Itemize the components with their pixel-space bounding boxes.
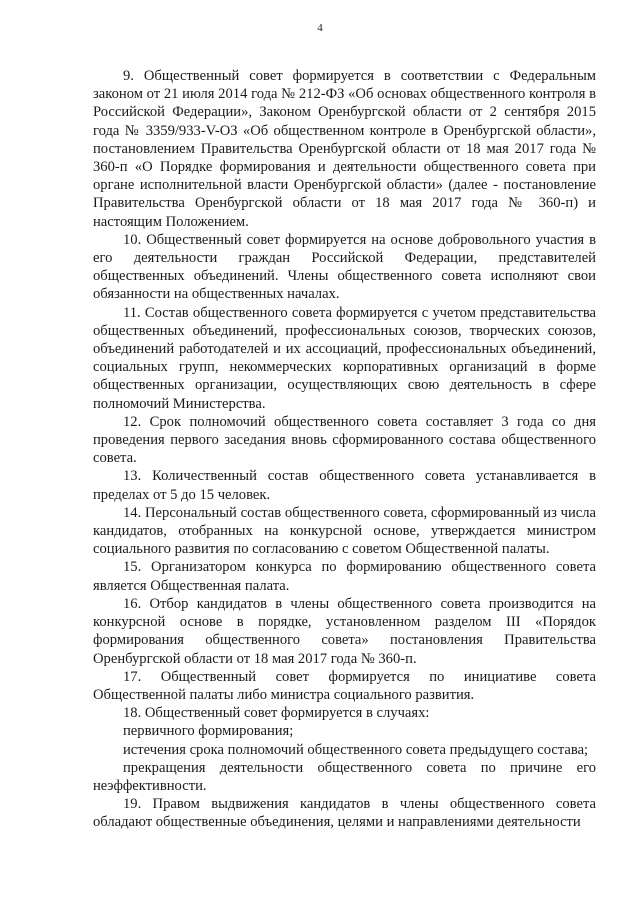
paragraph-16: 16. Отбор кандидатов в члены общественного совета производится на конкурсной основе в порядке, установленном разделом III «Порядок формирования общественного совета» постановления Правительства Оренбургской области от 18 мая 2017 года № 360-п.	[93, 595, 596, 667]
paragraph-14: 14. Персональный состав общественного совета, сформированный из числа кандидатов, отобранных на конкурсной основе, утверждается министром социального развития по согласованию с советом Общественной палаты.	[93, 504, 596, 558]
page-number: 4	[317, 22, 323, 34]
document-body	[93, 67, 596, 832]
case-item-initial: первичного формирования;	[123, 723, 294, 740]
paragraph-13: 13. Количественный состав общественного совета устанавливается в пределах от 5 до 15 человек.	[93, 468, 596, 503]
paragraph-19: 19. Правом выдвижения кандидатов в члены общественного совета обладают общественные объединения, целями и направлениями деятельности	[93, 796, 596, 831]
paragraph-17: 17. Общественный совет формируется по инициативе совета Общественной палаты либо министра социального развития.	[93, 668, 596, 703]
case-item-term-expiry: истечения срока полномочий общественного совета предыдущего состава;	[123, 741, 589, 758]
paragraph-11: 11. Состав общественного совета формируется с учетом представительства общественных объединений, профессиональных союзов, творческих союзов, объединений работодателей и их ассоциаций, профессиональных объединений, социальных групп, некоммерческих корпоративных организаций в форме общественных организации, осуществляющих свою деятельность в сфере полномочий Министерства.	[93, 304, 596, 412]
paragraph-12: 12. Срок полномочий общественного совета составляет 3 года со дня проведения первого заседания вновь сформированного состава общественного совета.	[93, 413, 596, 467]
paragraph-10: 10. Общественный совет формируется на основе добровольного участия в его деятельности граждан Российской Федерации, представителей общественных объединений. Члены общественного совета исполняют свои обязанности на общественных началах.	[93, 231, 596, 303]
paragraph-18: 18. Общественный совет формируется в случаях:	[123, 705, 430, 722]
paragraph-15: 15. Организатором конкурса по формированию общественного совета является Общественная палата.	[93, 559, 596, 594]
paragraph-9: 9. Общественный совет формируется в соответствии с Федеральным законом от 21 июля 2014 года № 212-ФЗ «Об основах общественного контроля в Российской Федерации», Законом Оренбургской области от 2 сентября 2015 года № 3359/933-V-ОЗ «Об общественном контроле в Оренбургской области», постановлением Правительства Оренбургской области от 18 мая 2017 года № 360-п «О Порядке формирования и деятельности общественного совета при органе исполнительной власти Оренбургской области» (далее - постановление Правительства Оренбургской области от 18 мая 2017 года № 360-п) и настоящим Положением.	[93, 68, 596, 230]
case-item-termination: прекращения деятельности общественного совета по причине его неэффективности.	[93, 759, 596, 794]
